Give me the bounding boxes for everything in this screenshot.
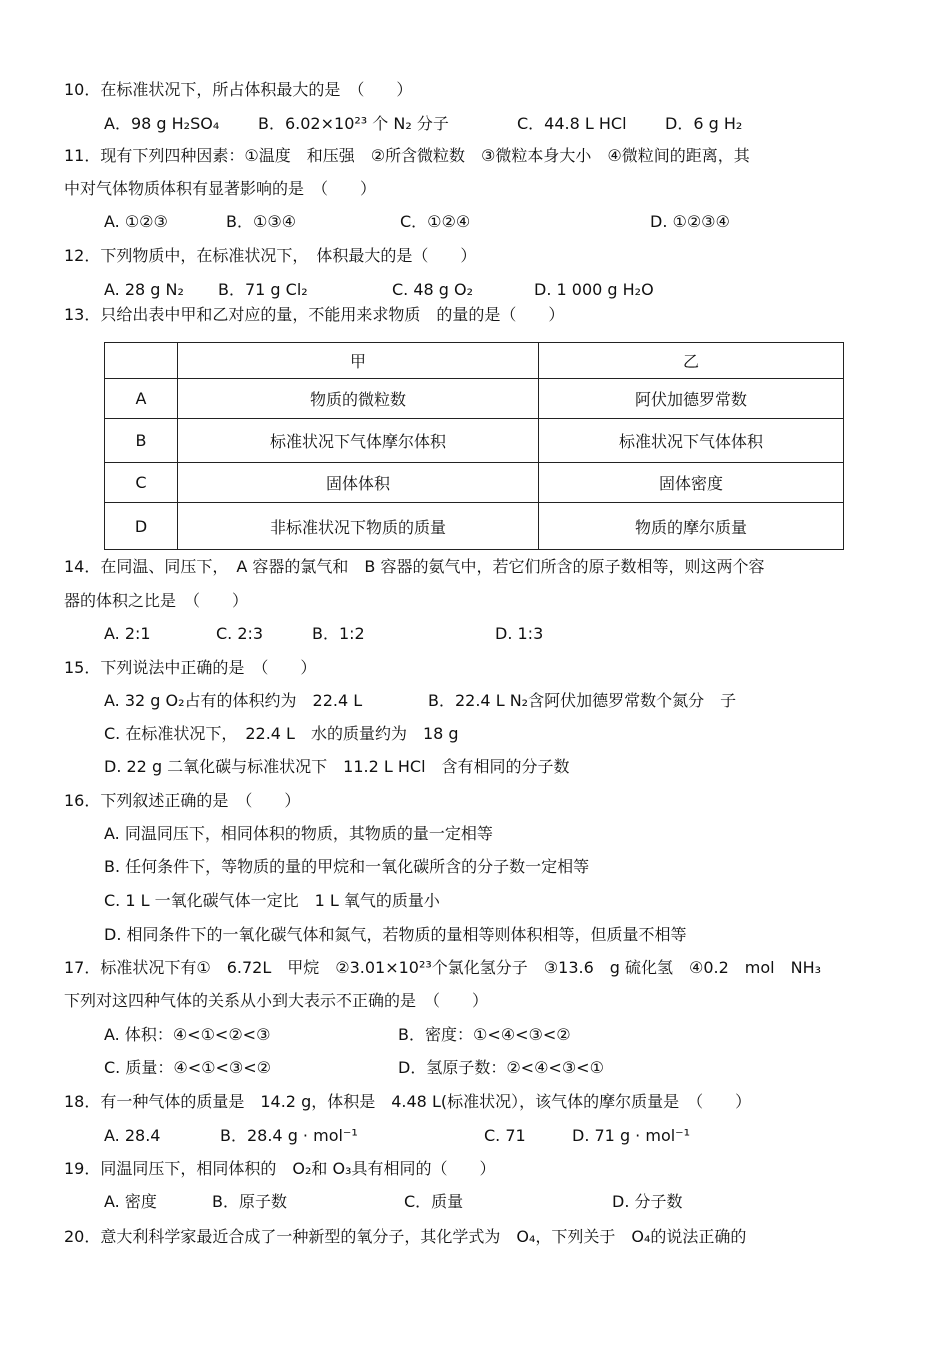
q16-option-c: C. 1 L 一氧化碳气体一定比 1 L 氧气的质量小 xyxy=(104,891,440,910)
q11-option-a: A. ①②③ xyxy=(104,212,168,231)
q16-option-b: B. 任何条件下，等物质的量的甲烷和一氧化碳所含的分子数一定相等 xyxy=(104,857,590,876)
q18-stem: 18．有一种气体的质量是 14.2 g，体积是 4.48 L(标准状况），该气体的摩尔质量是 （ ） xyxy=(64,1092,752,1111)
q14-option-a: A. 2:1 xyxy=(104,624,151,643)
q13-row-c-yi: 固体密度 xyxy=(539,463,844,503)
q15-stem: 15．下列说法中正确的是 （ ） xyxy=(64,658,317,677)
q13-row-b-yi: 标准状况下气体体积 xyxy=(539,419,844,463)
q10-option-b: B．6.02×10²³ 个 N₂ 分子 xyxy=(258,114,449,133)
q16-stem: 16．下列叙述正确的是 （ ） xyxy=(64,791,301,810)
q13-table xyxy=(104,342,844,550)
q15-option-d: D. 22 g 二氧化碳与标准状况下 11.2 L HCl 含有相同的分子数 xyxy=(104,757,570,776)
q13-row-d-jia: 非标准状况下物质的质量 xyxy=(178,503,539,550)
q16-option-a: A. 同温同压下，相同体积的物质，其物质的量一定相等 xyxy=(104,824,493,843)
q19-option-a: A. 密度 xyxy=(104,1192,157,1211)
q14-option-c: C. 2:3 xyxy=(216,624,264,643)
q12-option-b: B．71 g Cl₂ xyxy=(218,280,308,299)
q13-header-yi: 乙 xyxy=(539,343,844,379)
q11-stem-line1: 11．现有下列四种因素：①温度 和压强 ②所含微粒数 ③微粒本身大小 ④微粒间的距离，其 xyxy=(64,146,750,165)
q13-row-c-label: C xyxy=(105,463,178,503)
q17-stem-line1: 17．标准状况下有① 6.72L 甲烷 ②3.01×10²³个氯化氢分子 ③13.6 g 硫化氢 ④0.2 mol NH₃ xyxy=(64,958,822,977)
q18-option-d: D. 71 g · mol⁻¹ xyxy=(572,1126,691,1145)
q14-stem-line1: 14．在同温、同压下， A 容器的氯气和 B 容器的氨气中，若它们所含的原子数相等，则这两个容 xyxy=(64,557,765,576)
q15-option-a: A. 32 g O₂占有的体积约为 22.4 L xyxy=(104,691,363,710)
q13-row-b-label: B xyxy=(105,419,178,463)
q19-option-b: B．原子数 xyxy=(212,1192,287,1211)
q13-row-d-yi: 物质的摩尔质量 xyxy=(539,503,844,550)
q13-row-b-jia: 标准状况下气体摩尔体积 xyxy=(178,419,539,463)
q14-option-d: D. 1:3 xyxy=(495,624,544,643)
q12-option-a: A. 28 g N₂ xyxy=(104,280,184,299)
q13-header-jia: 甲 xyxy=(178,343,539,379)
q13-row-d-label: D xyxy=(105,503,178,550)
q12-stem: 12．下列物质中，在标准状况下， 体积最大的是（ ） xyxy=(64,246,477,265)
q18-option-a: A. 28.4 xyxy=(104,1126,161,1145)
q11-option-c: C．①②④ xyxy=(400,212,471,231)
q17-option-d: D．氢原子数：②<④<③<① xyxy=(398,1058,604,1077)
q16-option-d: D. 相同条件下的一氧化碳气体和氮气，若物质的量相等则体积相等，但质量不相等 xyxy=(104,925,687,944)
q13-row-a-label: A xyxy=(105,379,178,419)
q10-stem: 10．在标准状况下，所占体积最大的是 （ ） xyxy=(64,80,413,99)
q14-option-b: B．1:2 xyxy=(312,624,365,643)
q15-option-b: B．22.4 L N₂含阿伏加德罗常数个氮分 子 xyxy=(428,691,737,710)
q13-row-a-jia: 物质的微粒数 xyxy=(178,379,539,419)
q19-stem: 19．同温同压下，相同体积的 O₂和 O₃具有相同的（ ） xyxy=(64,1159,496,1178)
q17-option-b: B．密度：①<④<③<② xyxy=(398,1025,571,1044)
q11-option-d: D. ①②③④ xyxy=(650,212,730,231)
q19-option-d: D. 分子数 xyxy=(612,1192,683,1211)
q11-stem-line2: 中对气体物质体积有显著影响的是 （ ） xyxy=(64,179,377,198)
q14-stem-line2: 器的体积之比是 （ ） xyxy=(64,591,249,610)
q17-option-a: A. 体积：④<①<②<③ xyxy=(104,1025,271,1044)
q10-option-a: A．98 g H₂SO₄ xyxy=(104,114,220,133)
q13-stem: 13．只给出表中甲和乙对应的量，不能用来求物质 的量的是（ ） xyxy=(64,305,565,324)
q12-option-c: C. 48 g O₂ xyxy=(392,280,474,299)
q10-option-c: C．44.8 L HCl xyxy=(517,114,627,133)
q10-option-d: D．6 g H₂ xyxy=(665,114,743,133)
q13-row-a-yi: 阿伏加德罗常数 xyxy=(539,379,844,419)
q20-stem: 20．意大利科学家最近合成了一种新型的氧分子，其化学式为 O₄，下列关于 O₄的说法正确的 xyxy=(64,1227,747,1246)
q12-option-d: D. 1 000 g H₂O xyxy=(534,280,654,299)
q13-header-blank xyxy=(105,343,178,379)
q15-option-c: C. 在标准状况下， 22.4 L 水的质量约为 18 g xyxy=(104,724,459,743)
q13-row-c-jia: 固体体积 xyxy=(178,463,539,503)
q18-option-c: C. 71 xyxy=(484,1126,526,1145)
q17-stem-line2: 下列对这四种气体的关系从小到大表示不正确的是 （ ） xyxy=(64,991,489,1010)
q17-option-c: C. 质量：④<①<③<② xyxy=(104,1058,271,1077)
q11-option-b: B．①③④ xyxy=(226,212,297,231)
q19-option-c: C．质量 xyxy=(404,1192,464,1211)
q18-option-b: B．28.4 g · mol⁻¹ xyxy=(220,1126,358,1145)
